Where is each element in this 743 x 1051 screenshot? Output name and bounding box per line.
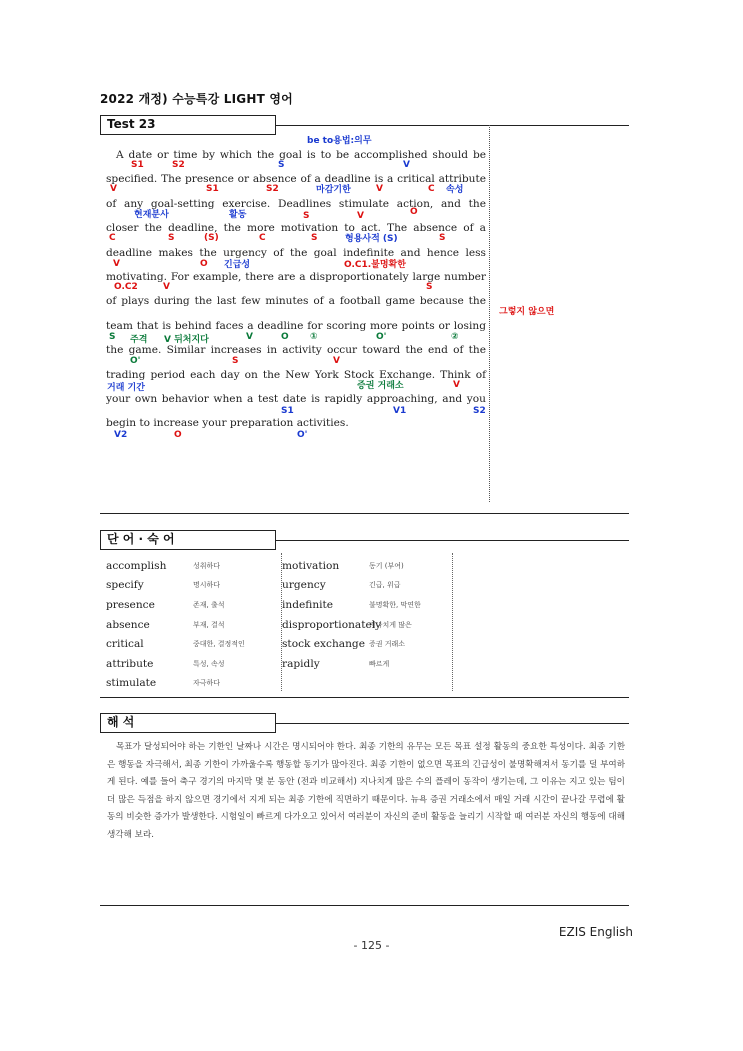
- annotation-label: 증권 거래소: [357, 381, 404, 391]
- annotation-label: O: [200, 259, 208, 269]
- page-number: - 125 -: [353, 939, 390, 952]
- vocab-row: [282, 576, 450, 596]
- vocab-row: [106, 615, 276, 635]
- annotation-label: V2: [114, 430, 128, 440]
- annotation-label: C: [109, 233, 116, 243]
- annotation-label: (S): [204, 233, 219, 243]
- annotation-label: V: [453, 380, 460, 390]
- annotation-label: S: [311, 233, 318, 243]
- annotation-label: O': [376, 332, 387, 342]
- translation-text: [107, 739, 625, 845]
- annotation-label: V: [403, 160, 410, 170]
- vocab-word: stock exchange: [282, 638, 365, 651]
- annotation-label: S: [439, 233, 446, 243]
- footer-rule: [100, 905, 629, 906]
- annotation-label: 형용사적 (S): [345, 234, 398, 244]
- annotation-label: S1: [281, 406, 294, 416]
- vocab-row: [282, 556, 450, 576]
- vocab-word: attribute: [106, 657, 154, 670]
- vocab-word: absence: [106, 618, 150, 631]
- vocab-meaning: 자극하다: [193, 679, 221, 688]
- vocab-row: [106, 556, 276, 576]
- annotation-label: S2: [172, 160, 185, 170]
- annotation-label: V: [246, 332, 253, 342]
- annotation-label: O: [174, 430, 182, 440]
- annotation-label: 긴급성: [224, 260, 251, 270]
- section-divider: [100, 697, 629, 698]
- annotation-label: S2: [473, 406, 486, 416]
- annotation-label: V: [376, 184, 383, 194]
- vocab-meaning: 존재, 출석: [193, 600, 225, 609]
- annotation-label: S: [278, 160, 285, 170]
- vocab-meaning: 명시하다: [193, 581, 221, 590]
- annotation-label: S1: [206, 184, 219, 194]
- annotation-label: ①: [310, 332, 318, 342]
- vocab-word: disproportionately: [282, 618, 382, 631]
- vocab-word: motivation: [282, 559, 340, 572]
- translation-body: 목표가 달성되어야 하는 기한인 날짜나 시간은 명시되어야 한다. 최종 기한의 유무는 모든 목표 설정 활동의 중요한 특성이다. 최종 기한은 행동을 자극해서, 최종 기한이 가까울수록 행동할 동기가 많아진다. 최종 기한이 없으면 목표의 긴급성이 불명확해져서 동기를 덜 부여하게 된다. 예를 들어 축구 경기의 마지막 몇 분 동안 (전과 비교해서) 지나치게 많은 수의 플레이 동작이 생기는데, 그 이유는 지고 있는 팀이 더 많은 득점을 하지 않으면 경기에서 지게 되는 최종 기한에 직면하기 때문이다. 뉴욕 증권 거래소에서 매일 거래 시간이 끝나갈 무렵에 활동의 비슷한 증가가 발생한다. 시험일이 빠르게 다가오고 있어서 여러분이 자신의 준비 활동을 늘리기 시작할 때 여러분 자신의 행동에 대해 생각해 보라.: [107, 742, 625, 840]
- annotation-label: S: [109, 332, 116, 342]
- annotation-label: O': [130, 356, 141, 366]
- annotation-label: 활동: [229, 210, 247, 220]
- translation-label: 해 석: [100, 713, 276, 733]
- annotation-label: O.C2: [114, 282, 138, 292]
- vocab-meaning: 부재, 결석: [193, 620, 225, 629]
- annotation-label: C: [259, 233, 266, 243]
- translation-header-rule: [276, 723, 629, 724]
- vocab-word: rapidly: [282, 657, 320, 670]
- annotation-label: S: [168, 233, 175, 243]
- vocab-meaning: 긴급, 위급: [369, 581, 401, 590]
- vocab-word: accomplish: [106, 559, 167, 572]
- annotation-label: V: [357, 211, 364, 221]
- vocab-word: urgency: [282, 579, 326, 592]
- vocab-row: [282, 654, 450, 674]
- section-divider: [100, 513, 629, 514]
- test-label: Test 23: [100, 115, 276, 135]
- vocab-column-divider: [452, 553, 453, 691]
- annotation-label: S: [303, 211, 310, 221]
- brand-name: EZIS English: [558, 925, 633, 939]
- vocab-word: stimulate: [106, 677, 157, 690]
- vocab-row: [282, 634, 450, 654]
- annotation-label: S: [232, 356, 239, 366]
- vocab-meaning: 빠르게: [369, 659, 390, 668]
- vocab-word: presence: [106, 598, 155, 611]
- vocab-header-rule: [276, 540, 629, 541]
- book-title: 2022 개정) 수능특강 LIGHT 영어: [100, 92, 293, 106]
- vocab-meaning: 지나치게 많은: [369, 620, 412, 629]
- passage-body: A date or time by which the goal is to be accomplished should be specified. The presence or absence of a deadline is a critical attribute of any goal-setting exercise. Deadlines stimulate action, and the closer the deadline, the more motivation to act. The absence of a deadline makes the urgency of the goal indefinite and hence less motivating. For example, there are a disproportionately large number of plays during the last few minutes of a football game because the team that is behind faces a deadline for scoring more points or losing the game. Similar increases in activity occur toward the end of the trading period each day on the New York Stock Exchange. Think of your own behavior when a test date is rapidly approaching, and you begin to increase your preparation activities.: [106, 149, 486, 430]
- vocab-row: [282, 595, 450, 615]
- annotation-label: O: [281, 332, 289, 342]
- annotation-label: S2: [266, 184, 279, 194]
- annotation-label: 그렇지 않으면: [499, 307, 555, 317]
- annotation-label: O.C1.불명확한: [344, 260, 406, 270]
- vocab-meaning: 동기 (부여): [369, 561, 404, 570]
- annotation-label: V1: [393, 406, 407, 416]
- vocab-meaning: 성취하다: [193, 561, 221, 570]
- vocab-meaning: 특성, 속성: [193, 659, 225, 668]
- vocab-row: [106, 576, 276, 596]
- annotation-label: V 뒤처지다: [164, 335, 209, 345]
- vocab-word: specify: [106, 579, 144, 592]
- annotation-label: be to용법:의무: [307, 136, 372, 146]
- annotation-label: V: [333, 356, 340, 366]
- annotation-label: 현재분사: [134, 210, 169, 220]
- vocab-column-2: [282, 556, 450, 674]
- annotation-label: 마감기한: [316, 185, 351, 195]
- vocab-row: [106, 674, 276, 694]
- annotation-label: V: [163, 282, 170, 292]
- annotation-label: V: [113, 259, 120, 269]
- vocab-word: critical: [106, 638, 144, 651]
- vocab-row: [106, 654, 276, 674]
- vocab-meaning: 불명확한, 막연한: [369, 600, 421, 609]
- vocab-row: [106, 634, 276, 654]
- vocab-word: indefinite: [282, 598, 334, 611]
- annotation-label: S1: [131, 160, 144, 170]
- vocab-row: [282, 615, 450, 635]
- annotation-label: 거래 기간: [107, 383, 145, 393]
- vocab-column-1: [106, 556, 276, 693]
- annotation-label: O: [410, 207, 418, 217]
- annotation-label: S: [426, 282, 433, 292]
- vocab-row: [106, 595, 276, 615]
- vocab-label: 단 어 · 숙 어: [100, 530, 276, 550]
- annotation-label: 주격: [130, 335, 148, 345]
- vocab-meaning: 중대한, 결정적인: [193, 640, 245, 649]
- annotation-label: 속성: [446, 185, 464, 195]
- annotation-label: V: [110, 184, 117, 194]
- annotation-label: C: [428, 184, 435, 194]
- annotation-label: O': [297, 430, 308, 440]
- passage-side-divider: [489, 125, 490, 502]
- vocab-meaning: 증권 거래소: [369, 640, 406, 649]
- test-header-rule: [276, 125, 629, 126]
- annotation-label: ②: [451, 332, 459, 342]
